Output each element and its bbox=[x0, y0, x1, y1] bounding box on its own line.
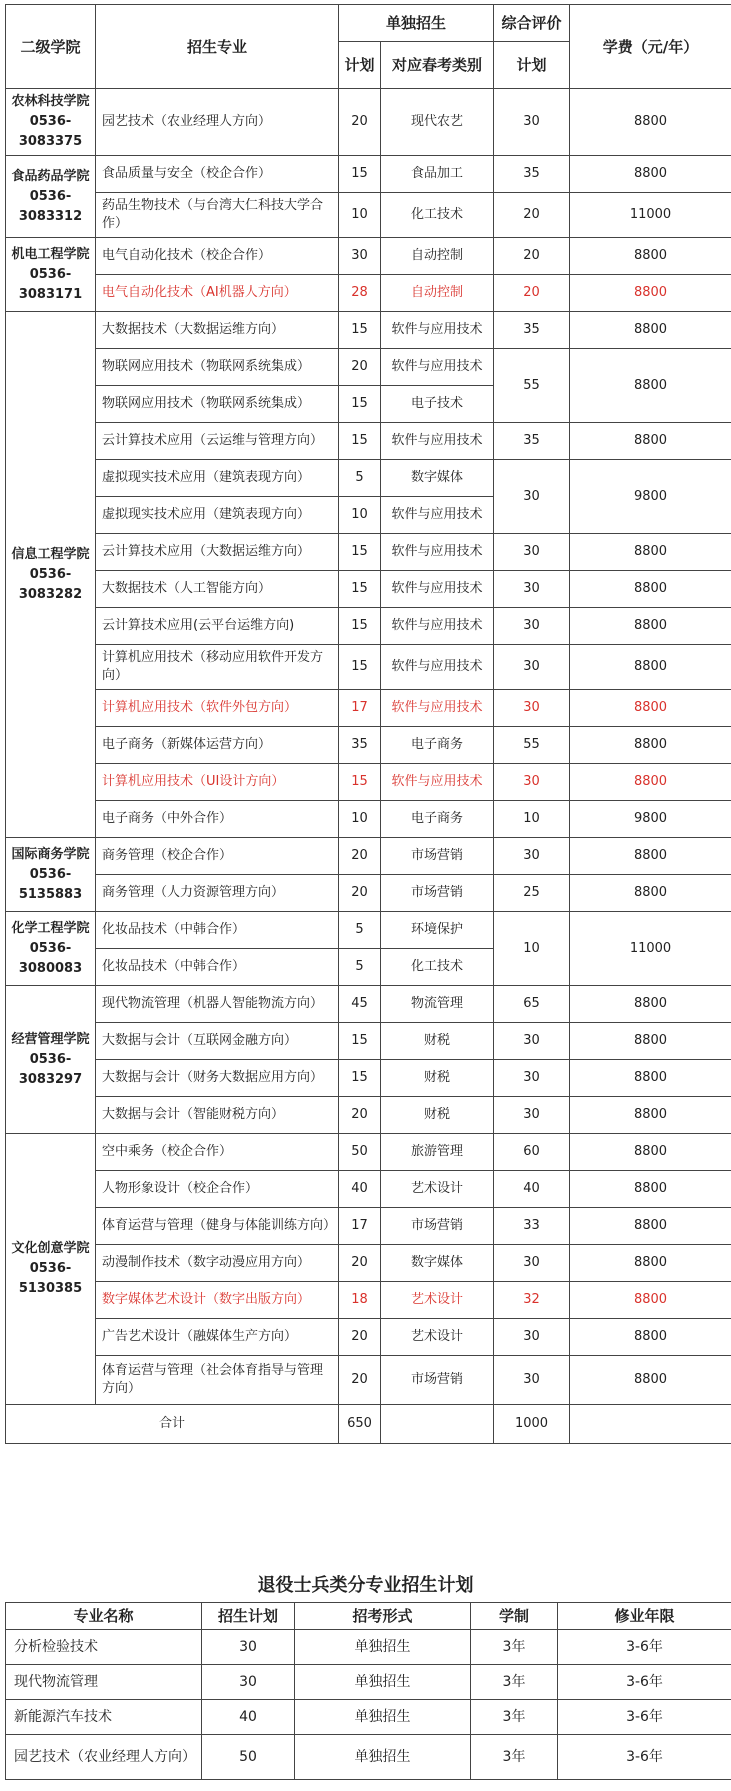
dept-name: 国际商务学院 bbox=[11, 846, 90, 862]
fee: 8800 bbox=[570, 1245, 731, 1282]
total-comp-plan: 1000 bbox=[494, 1405, 570, 1444]
fee: 8800 bbox=[570, 1282, 731, 1319]
veteran-study-period: 3-6年 bbox=[558, 1735, 731, 1780]
veteran-plan: 30 bbox=[202, 1665, 295, 1700]
major-name: 体育运营与管理（社会体育指导与管理方向） bbox=[96, 1356, 339, 1405]
fee: 8800 bbox=[570, 645, 731, 690]
major-name: 数字媒体艺术设计（数字出版方向） bbox=[96, 1282, 339, 1319]
fee: 8800 bbox=[570, 1060, 731, 1097]
comp-plan: 30 bbox=[494, 645, 570, 690]
fee: 8800 bbox=[570, 1023, 731, 1060]
major-name: 商务管理（人力资源管理方向） bbox=[96, 875, 339, 912]
single-plan: 15 bbox=[339, 534, 381, 571]
exam-category: 财税 bbox=[381, 1023, 494, 1060]
veteran-study-period: 3-6年 bbox=[558, 1665, 731, 1700]
dept-name: 化学工程学院 bbox=[11, 920, 90, 936]
veteran-major: 现代物流管理 bbox=[6, 1665, 202, 1700]
veteran-major: 分析检验技术 bbox=[6, 1630, 202, 1665]
major-name: 计算机应用技术（软件外包方向） bbox=[96, 690, 339, 727]
header-major: 招生专业 bbox=[96, 5, 339, 89]
table-row bbox=[6, 423, 731, 460]
dept-cell bbox=[6, 89, 96, 156]
major-name: 食品质量与安全（校企合作） bbox=[96, 156, 339, 193]
veteran-plan: 50 bbox=[202, 1735, 295, 1780]
exam-category: 软件与应用技术 bbox=[381, 349, 494, 386]
table-row bbox=[6, 193, 731, 238]
veteran-duration: 3年 bbox=[471, 1665, 558, 1700]
fee: 9800 bbox=[570, 460, 731, 534]
table-row bbox=[6, 1735, 731, 1780]
comp-plan: 30 bbox=[494, 1060, 570, 1097]
table-row bbox=[6, 460, 731, 497]
veteran-header-plan: 招生计划 bbox=[202, 1603, 295, 1630]
table-row bbox=[6, 875, 731, 912]
table-row bbox=[6, 1630, 731, 1665]
table-row bbox=[6, 986, 731, 1023]
dept-cell bbox=[6, 986, 96, 1134]
comp-plan: 30 bbox=[494, 838, 570, 875]
table-row bbox=[6, 912, 731, 949]
comp-plan: 65 bbox=[494, 986, 570, 1023]
fee: 8800 bbox=[570, 571, 731, 608]
single-plan: 15 bbox=[339, 645, 381, 690]
major-name: 化妆品技术（中韩合作） bbox=[96, 949, 339, 986]
comp-plan: 35 bbox=[494, 423, 570, 460]
table-row bbox=[6, 801, 731, 838]
dept-cell bbox=[6, 238, 96, 312]
single-plan: 20 bbox=[339, 1097, 381, 1134]
fee: 8800 bbox=[570, 89, 731, 156]
fee: 8800 bbox=[570, 238, 731, 275]
veteran-plan-table bbox=[5, 1602, 731, 1780]
veteran-study-period: 3-6年 bbox=[558, 1700, 731, 1735]
exam-category: 软件与应用技术 bbox=[381, 764, 494, 801]
major-name: 广告艺术设计（融媒体生产方向） bbox=[96, 1319, 339, 1356]
fee: 8800 bbox=[570, 690, 731, 727]
major-name: 云计算技术应用(云平台运维方向) bbox=[96, 608, 339, 645]
exam-category: 旅游管理 bbox=[381, 1134, 494, 1171]
table-row bbox=[6, 89, 731, 156]
fee: 8800 bbox=[570, 1208, 731, 1245]
exam-category: 软件与应用技术 bbox=[381, 645, 494, 690]
table-body bbox=[6, 89, 731, 1444]
major-name: 计算机应用技术（UI设计方向） bbox=[96, 764, 339, 801]
single-plan: 35 bbox=[339, 727, 381, 764]
total-row bbox=[6, 1405, 731, 1444]
single-plan: 15 bbox=[339, 571, 381, 608]
major-name: 云计算技术应用（云运维与管理方向） bbox=[96, 423, 339, 460]
exam-category: 电子商务 bbox=[381, 801, 494, 838]
header-exam-category: 对应春考类别 bbox=[381, 42, 494, 89]
comp-plan: 10 bbox=[494, 912, 570, 986]
table-row bbox=[6, 1319, 731, 1356]
table-row bbox=[6, 534, 731, 571]
table-row bbox=[6, 1245, 731, 1282]
major-name: 动漫制作技术（数字动漫应用方向） bbox=[96, 1245, 339, 1282]
comp-plan: 30 bbox=[494, 1245, 570, 1282]
veteran-duration: 3年 bbox=[471, 1735, 558, 1780]
comp-plan: 30 bbox=[494, 1023, 570, 1060]
fee: 8800 bbox=[570, 838, 731, 875]
comp-plan: 10 bbox=[494, 801, 570, 838]
dept-name: 信息工程学院 bbox=[11, 546, 90, 562]
fee: 8800 bbox=[570, 423, 731, 460]
fee: 8800 bbox=[570, 764, 731, 801]
single-plan: 20 bbox=[339, 89, 381, 156]
table-row bbox=[6, 1060, 731, 1097]
dept-name: 文化创意学院 bbox=[11, 1241, 90, 1256]
single-plan: 15 bbox=[339, 764, 381, 801]
comp-plan: 20 bbox=[494, 238, 570, 275]
table-header bbox=[6, 5, 731, 89]
exam-category: 软件与应用技术 bbox=[381, 608, 494, 645]
exam-category: 数字媒体 bbox=[381, 1245, 494, 1282]
comp-plan: 33 bbox=[494, 1208, 570, 1245]
table-row bbox=[6, 1171, 731, 1208]
major-name: 物联网应用技术（物联网系统集成） bbox=[96, 386, 339, 423]
fee: 8800 bbox=[570, 275, 731, 312]
fee: 9800 bbox=[570, 801, 731, 838]
major-name: 园艺技术（农业经理人方向） bbox=[96, 89, 339, 156]
exam-category: 软件与应用技术 bbox=[381, 571, 494, 608]
comp-plan: 30 bbox=[494, 1319, 570, 1356]
major-name: 大数据技术（大数据运维方向） bbox=[96, 312, 339, 349]
exam-category: 艺术设计 bbox=[381, 1282, 494, 1319]
header-dept: 二级学院 bbox=[6, 5, 96, 89]
total-fee-blank bbox=[570, 1405, 731, 1444]
veteran-header-row bbox=[6, 1603, 731, 1630]
single-plan: 20 bbox=[339, 838, 381, 875]
comp-plan: 25 bbox=[494, 875, 570, 912]
dept-cell bbox=[6, 1134, 96, 1405]
veteran-header-form: 招考形式 bbox=[295, 1603, 471, 1630]
single-plan: 5 bbox=[339, 912, 381, 949]
dept-name: 农林科技学院 bbox=[11, 94, 90, 109]
comp-plan: 30 bbox=[494, 571, 570, 608]
major-name: 大数据与会计（智能财税方向） bbox=[96, 1097, 339, 1134]
admission-plan-table bbox=[5, 4, 731, 1444]
single-plan: 10 bbox=[339, 801, 381, 838]
major-name: 化妆品技术（中韩合作） bbox=[96, 912, 339, 949]
table-row bbox=[6, 1356, 731, 1405]
veteran-form: 单独招生 bbox=[295, 1700, 471, 1735]
table-row bbox=[6, 727, 731, 764]
comp-plan: 55 bbox=[494, 349, 570, 423]
header-comprehensive: 综合评价 bbox=[494, 5, 570, 42]
exam-category: 化工技术 bbox=[381, 193, 494, 238]
major-name: 大数据与会计（互联网金融方向） bbox=[96, 1023, 339, 1060]
comp-plan: 30 bbox=[494, 608, 570, 645]
table-row bbox=[6, 1282, 731, 1319]
dept-phone: 0536-5130385 bbox=[18, 1261, 83, 1296]
major-name: 商务管理（校企合作） bbox=[96, 838, 339, 875]
exam-category: 数字媒体 bbox=[381, 460, 494, 497]
fee: 8800 bbox=[570, 1319, 731, 1356]
comp-plan: 20 bbox=[494, 193, 570, 238]
exam-category: 电子商务 bbox=[381, 727, 494, 764]
major-name: 大数据与会计（财务大数据应用方向） bbox=[96, 1060, 339, 1097]
single-plan: 18 bbox=[339, 1282, 381, 1319]
table-row bbox=[6, 1665, 731, 1700]
exam-category: 市场营销 bbox=[381, 1208, 494, 1245]
major-name: 电气自动化技术（AI机器人方向） bbox=[96, 275, 339, 312]
veteran-section-title: 退役士兵类分专业招生计划 bbox=[257, 1575, 474, 1596]
major-name: 药品生物技术（与台湾大仁科技大学合作） bbox=[96, 193, 339, 238]
table-row bbox=[6, 349, 731, 386]
fee: 8800 bbox=[570, 875, 731, 912]
comp-plan: 55 bbox=[494, 727, 570, 764]
dept-cell bbox=[6, 912, 96, 986]
fee: 8800 bbox=[570, 608, 731, 645]
exam-category: 软件与应用技术 bbox=[381, 312, 494, 349]
total-single-plan: 650 bbox=[339, 1405, 381, 1444]
major-name: 人物形象设计（校企合作） bbox=[96, 1171, 339, 1208]
single-plan: 15 bbox=[339, 1023, 381, 1060]
exam-category: 市场营销 bbox=[381, 838, 494, 875]
exam-category: 自动控制 bbox=[381, 275, 494, 312]
fee: 8800 bbox=[570, 312, 731, 349]
major-name: 计算机应用技术（移动应用软件开发方向） bbox=[96, 645, 339, 690]
fee: 8800 bbox=[570, 1171, 731, 1208]
fee: 8800 bbox=[570, 534, 731, 571]
single-plan: 5 bbox=[339, 949, 381, 986]
dept-phone: 0536-3083375 bbox=[18, 114, 83, 149]
comp-plan: 35 bbox=[494, 156, 570, 193]
single-plan: 50 bbox=[339, 1134, 381, 1171]
single-plan: 20 bbox=[339, 875, 381, 912]
table-row bbox=[6, 1134, 731, 1171]
veteran-duration: 3年 bbox=[471, 1700, 558, 1735]
comp-plan: 40 bbox=[494, 1171, 570, 1208]
major-name: 云计算技术应用（大数据运维方向） bbox=[96, 534, 339, 571]
single-plan: 17 bbox=[339, 1208, 381, 1245]
dept-phone: 0536-3080083 bbox=[18, 940, 83, 976]
single-plan: 10 bbox=[339, 497, 381, 534]
fee: 8800 bbox=[570, 1356, 731, 1405]
veteran-study-period: 3-6年 bbox=[558, 1630, 731, 1665]
fee: 8800 bbox=[570, 156, 731, 193]
veteran-form: 单独招生 bbox=[295, 1735, 471, 1780]
dept-phone: 0536-3083312 bbox=[18, 188, 83, 224]
comp-plan: 30 bbox=[494, 534, 570, 571]
dept-name: 食品药品学院 bbox=[11, 168, 90, 184]
comp-plan: 20 bbox=[494, 275, 570, 312]
exam-category: 食品加工 bbox=[381, 156, 494, 193]
single-plan: 20 bbox=[339, 349, 381, 386]
fee: 11000 bbox=[570, 193, 731, 238]
exam-category: 现代农艺 bbox=[381, 89, 494, 156]
single-plan: 15 bbox=[339, 312, 381, 349]
exam-category: 市场营销 bbox=[381, 875, 494, 912]
exam-category: 软件与应用技术 bbox=[381, 423, 494, 460]
table-row bbox=[6, 838, 731, 875]
veteran-plan: 40 bbox=[202, 1700, 295, 1735]
table-row bbox=[6, 1700, 731, 1735]
fee: 8800 bbox=[570, 349, 731, 423]
table-row bbox=[6, 275, 731, 312]
veteran-major: 新能源汽车技术 bbox=[6, 1700, 202, 1735]
table-row bbox=[6, 1097, 731, 1134]
exam-category: 艺术设计 bbox=[381, 1319, 494, 1356]
table-row bbox=[6, 645, 731, 690]
veteran-duration: 3年 bbox=[471, 1630, 558, 1665]
major-name: 现代物流管理（机器人智能物流方向） bbox=[96, 986, 339, 1023]
exam-category: 财税 bbox=[381, 1060, 494, 1097]
major-name: 物联网应用技术（物联网系统集成） bbox=[96, 349, 339, 386]
single-plan: 15 bbox=[339, 423, 381, 460]
dept-phone: 0536-3083282 bbox=[18, 566, 83, 602]
comp-plan: 35 bbox=[494, 312, 570, 349]
exam-category: 物流管理 bbox=[381, 986, 494, 1023]
exam-category: 艺术设计 bbox=[381, 1171, 494, 1208]
exam-category: 电子技术 bbox=[381, 386, 494, 423]
major-name: 虚拟现实技术应用（建筑表现方向） bbox=[96, 460, 339, 497]
comp-plan: 30 bbox=[494, 460, 570, 534]
dept-phone: 0536-3083171 bbox=[18, 266, 83, 302]
single-plan: 20 bbox=[339, 1356, 381, 1405]
exam-category: 软件与应用技术 bbox=[381, 690, 494, 727]
veteran-major: 园艺技术（农业经理人方向） bbox=[6, 1735, 202, 1780]
single-plan: 45 bbox=[339, 986, 381, 1023]
table-row bbox=[6, 764, 731, 801]
fee: 8800 bbox=[570, 1134, 731, 1171]
major-name: 体育运营与管理（健身与体能训练方向） bbox=[96, 1208, 339, 1245]
exam-category: 市场营销 bbox=[381, 1356, 494, 1405]
veteran-header-duration: 学制 bbox=[471, 1603, 558, 1630]
single-plan: 10 bbox=[339, 193, 381, 238]
major-name: 空中乘务（校企合作） bbox=[96, 1134, 339, 1171]
table-row bbox=[6, 608, 731, 645]
table-row bbox=[6, 156, 731, 193]
exam-category: 化工技术 bbox=[381, 949, 494, 986]
table-row bbox=[6, 312, 731, 349]
total-label: 合计 bbox=[6, 1405, 339, 1444]
comp-plan: 30 bbox=[494, 1097, 570, 1134]
veteran-form: 单独招生 bbox=[295, 1630, 471, 1665]
dept-phone: 0536-3083297 bbox=[18, 1051, 83, 1087]
exam-category: 软件与应用技术 bbox=[381, 497, 494, 534]
table-row bbox=[6, 690, 731, 727]
dept-name: 机电工程学院 bbox=[11, 246, 90, 262]
comp-plan: 32 bbox=[494, 1282, 570, 1319]
header-single-admission: 单独招生 bbox=[339, 5, 494, 42]
table-row bbox=[6, 238, 731, 275]
veteran-form: 单独招生 bbox=[295, 1665, 471, 1700]
exam-category: 软件与应用技术 bbox=[381, 534, 494, 571]
fee: 8800 bbox=[570, 986, 731, 1023]
table-row bbox=[6, 1208, 731, 1245]
exam-category: 自动控制 bbox=[381, 238, 494, 275]
single-plan: 20 bbox=[339, 1245, 381, 1282]
single-plan: 17 bbox=[339, 690, 381, 727]
dept-cell bbox=[6, 838, 96, 912]
dept-phone: 0536-5135883 bbox=[18, 866, 83, 902]
comp-plan: 60 bbox=[494, 1134, 570, 1171]
table-row bbox=[6, 571, 731, 608]
header-plan: 计划 bbox=[339, 42, 381, 89]
table-row bbox=[6, 1023, 731, 1060]
single-plan: 40 bbox=[339, 1171, 381, 1208]
header-fee: 学费（元/年） bbox=[570, 5, 731, 89]
fee: 8800 bbox=[570, 727, 731, 764]
single-plan: 15 bbox=[339, 156, 381, 193]
major-name: 虚拟现实技术应用（建筑表现方向） bbox=[96, 497, 339, 534]
dept-name: 经营管理学院 bbox=[11, 1031, 90, 1047]
veteran-header-study-period: 修业年限 bbox=[558, 1603, 731, 1630]
single-plan: 20 bbox=[339, 1319, 381, 1356]
comp-plan: 30 bbox=[494, 1356, 570, 1405]
header-comp-plan: 计划 bbox=[494, 42, 570, 89]
fee: 8800 bbox=[570, 1097, 731, 1134]
comp-plan: 30 bbox=[494, 690, 570, 727]
veteran-plan: 30 bbox=[202, 1630, 295, 1665]
total-exam-blank bbox=[381, 1405, 494, 1444]
comp-plan: 30 bbox=[494, 764, 570, 801]
major-name: 电子商务（中外合作） bbox=[96, 801, 339, 838]
single-plan: 15 bbox=[339, 1060, 381, 1097]
major-name: 电子商务（新媒体运营方向） bbox=[96, 727, 339, 764]
single-plan: 30 bbox=[339, 238, 381, 275]
single-plan: 5 bbox=[339, 460, 381, 497]
single-plan: 28 bbox=[339, 275, 381, 312]
fee: 11000 bbox=[570, 912, 731, 986]
veteran-header-major: 专业名称 bbox=[6, 1603, 202, 1630]
dept-cell bbox=[6, 156, 96, 238]
major-name: 电气自动化技术（校企合作） bbox=[96, 238, 339, 275]
exam-category: 环境保护 bbox=[381, 912, 494, 949]
major-name: 大数据技术（人工智能方向） bbox=[96, 571, 339, 608]
dept-cell bbox=[6, 312, 96, 838]
comp-plan: 30 bbox=[494, 89, 570, 156]
single-plan: 15 bbox=[339, 386, 381, 423]
exam-category: 财税 bbox=[381, 1097, 494, 1134]
single-plan: 15 bbox=[339, 608, 381, 645]
